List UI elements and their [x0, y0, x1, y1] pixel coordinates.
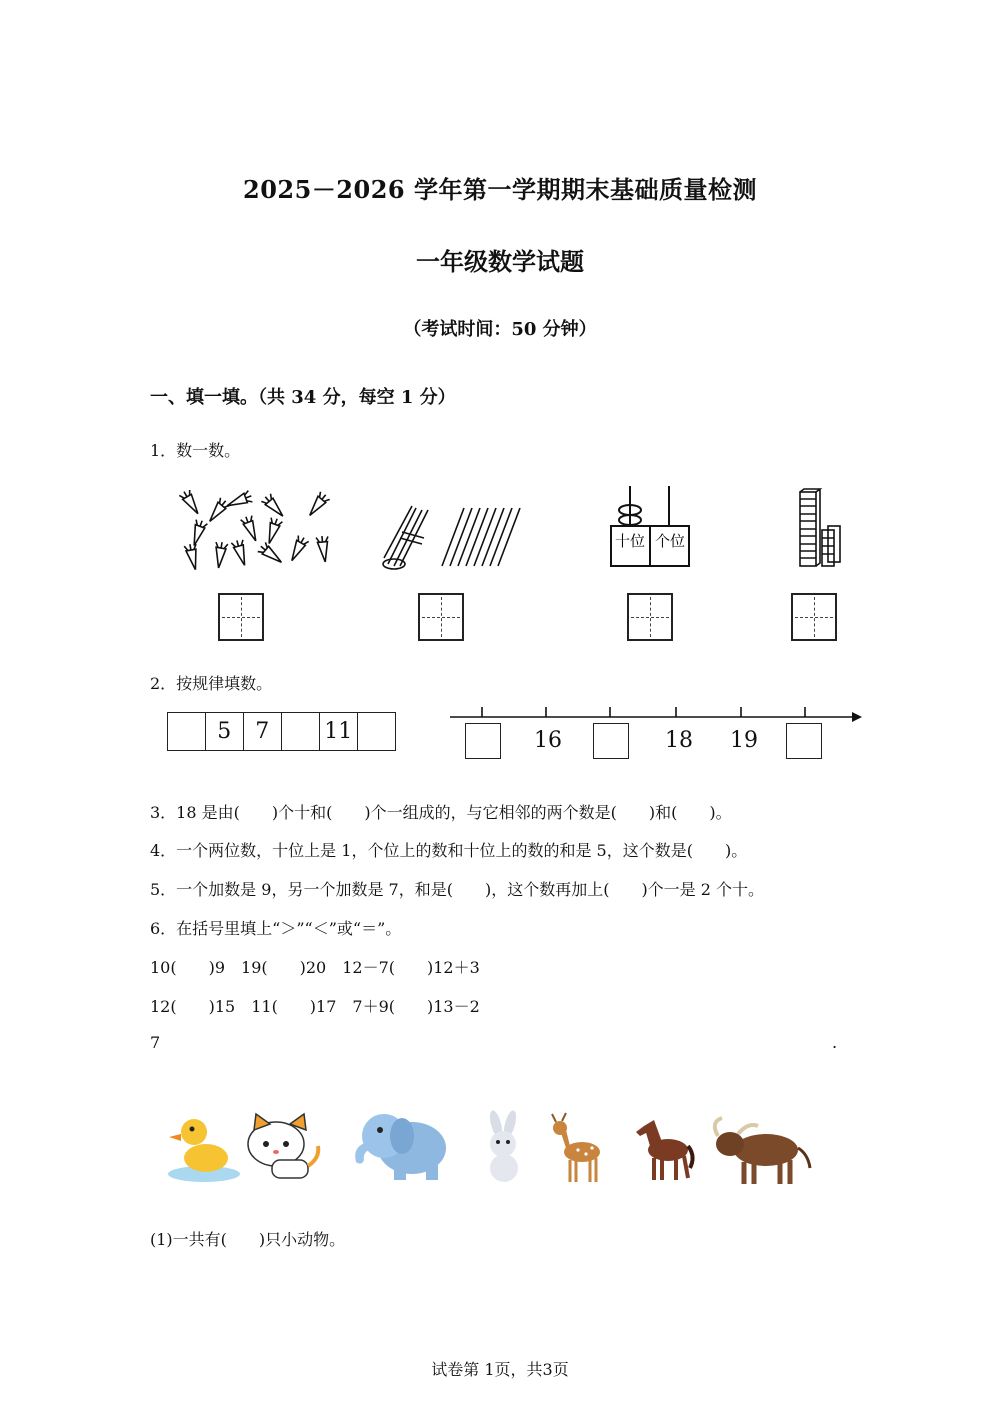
section-heading: 一、填一填。（共 34 分，每空 1 分） — [150, 387, 456, 408]
numberline-label: 19 — [730, 728, 758, 753]
question-1-label: 1．数一数。 — [150, 441, 241, 460]
carrots-icon — [178, 490, 338, 575]
question-5: 5．一个加数是 9，另一个加数是 7，和是( )，这个数再加上( )个一是 2 个十。 — [150, 880, 765, 899]
number-line — [448, 705, 866, 725]
question-3: 3．18 是由( )个十和( )个一组成的，与它相邻的两个数是( )和( )。 — [150, 803, 732, 822]
sequence-cell[interactable] — [357, 712, 397, 751]
numberline-label: 18 — [665, 728, 693, 753]
count-answer-box-1[interactable] — [218, 593, 264, 641]
compare-row-2: 12( )15 11( )17 7＋9( )13－2 — [150, 997, 480, 1016]
sequence-cell: 11 — [319, 712, 359, 751]
count-answer-box-3[interactable] — [627, 593, 673, 641]
question-7-label: 7 — [150, 1033, 161, 1052]
question-6-label: 6．在括号里填上“＞”“＜”或“＝”。 — [150, 919, 402, 938]
exam-title: 2025－2026 学年第一学期期末基础质量检测 — [243, 175, 757, 204]
cat-icon — [242, 1112, 326, 1184]
deer-icon — [546, 1112, 608, 1184]
numberline-answer-box[interactable] — [786, 723, 822, 759]
trailing-dot: . — [832, 1033, 838, 1052]
question-2-label: 2．按规律填数。 — [150, 674, 273, 693]
exam-time: （考试时间：50 分钟） — [403, 319, 597, 340]
sequence-cell[interactable] — [281, 712, 321, 751]
question-4: 4．一个两位数，十位上是 1，个位上的数和十位上的数的和是 5，这个数是( )。 — [150, 841, 748, 860]
horse-icon — [630, 1112, 696, 1184]
sequence-cell: 5 — [205, 712, 245, 751]
numberline-answer-box[interactable] — [465, 723, 501, 759]
sequence-boxes — [168, 712, 396, 751]
rabbit-icon — [476, 1110, 532, 1186]
abacus-tens-label: 十位 — [614, 532, 646, 550]
sequence-cell[interactable] — [167, 712, 207, 751]
question-7-sub-1: (1)一共有( )只小动物。 — [150, 1230, 346, 1249]
cube-columns-icon — [796, 488, 844, 570]
sequence-cell: 7 — [243, 712, 283, 751]
abacus-icon — [605, 484, 695, 570]
numberline-answer-box[interactable] — [593, 723, 629, 759]
abacus-ones-label: 个位 — [654, 532, 686, 550]
compare-row-1: 10( )9 19( )20 12－7( )12＋3 — [150, 958, 480, 977]
sticks-bundle-icon — [380, 502, 532, 572]
page-footer: 试卷第 1页，共3页 — [431, 1360, 569, 1379]
duck-icon — [164, 1108, 244, 1188]
numberline-label: 16 — [534, 728, 562, 753]
exam-subtitle: 一年级数学试题 — [416, 247, 584, 276]
elephant-icon — [350, 1106, 452, 1186]
count-answer-box-4[interactable] — [791, 593, 837, 641]
count-answer-box-2[interactable] — [418, 593, 464, 641]
ox-icon — [708, 1114, 814, 1188]
